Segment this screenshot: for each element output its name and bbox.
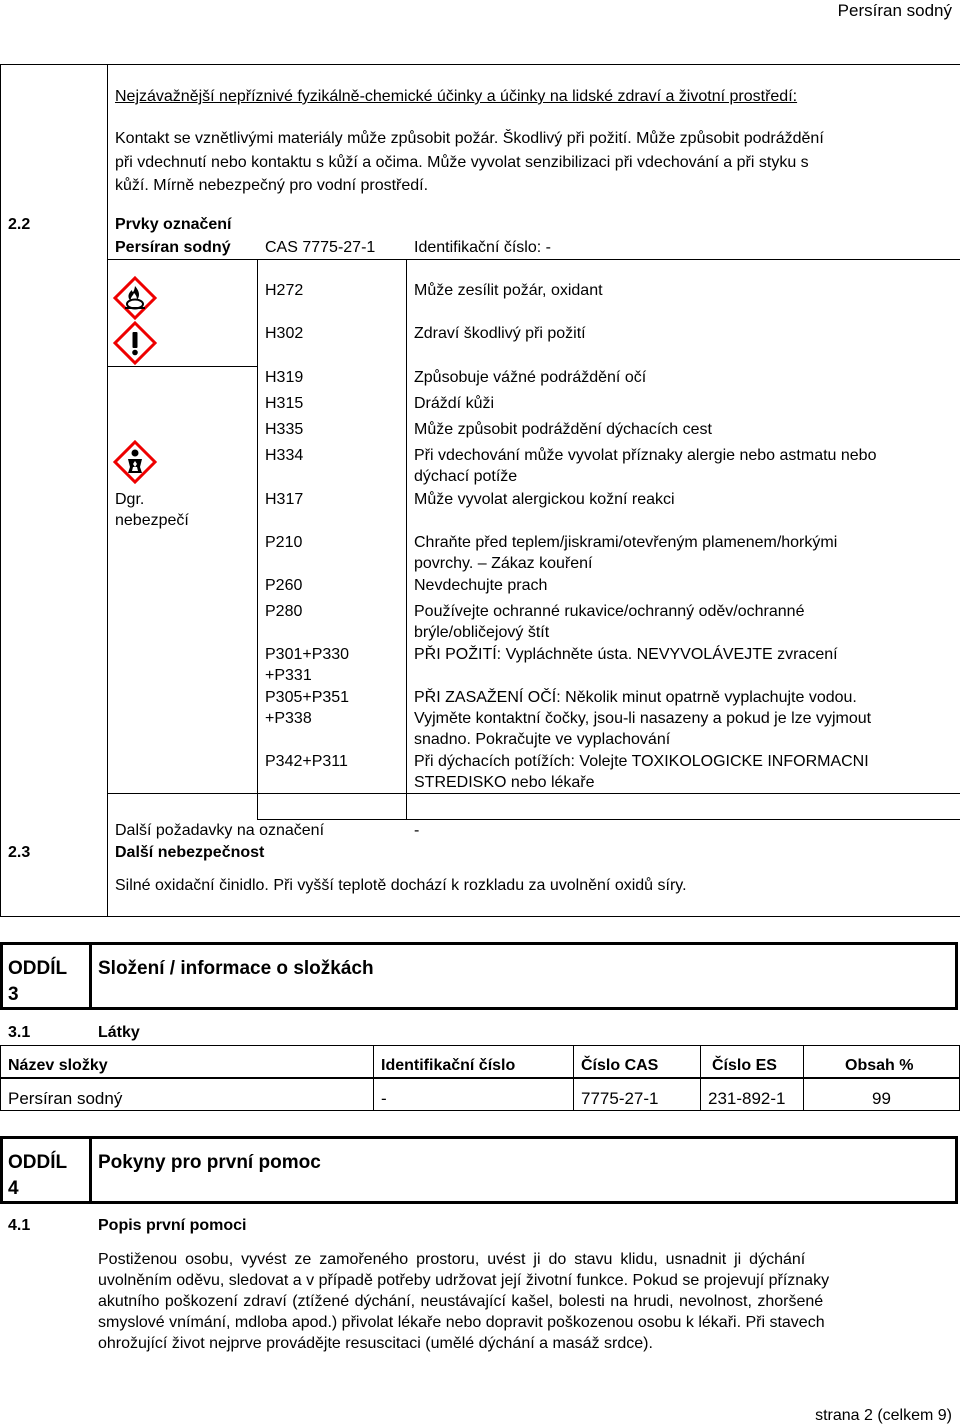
statement-text: PŘI ZASAŽENÍ OČÍ: Několik minut opatrně vyplachujte vodou.: [414, 689, 857, 706]
section3-box-top: [0, 942, 958, 945]
statement-text: povrchy. – Zákaz kouření: [414, 555, 593, 572]
section-2-3-text: Silné oxidační činidlo. Při vyšší teplotě dochází k rozkladu za uvolnění oxidů síry.: [115, 877, 687, 894]
section3-box-bottom: [0, 1007, 958, 1010]
label-grid-col-2: [406, 259, 407, 819]
statement-code: H335: [265, 421, 304, 438]
section-2-3-title: Další nebezpečnost: [115, 844, 265, 861]
table-cell-name: Persíran sodný: [8, 1089, 123, 1108]
effects-line-2: při vdechnutí nebo kontaktu s kůží a očima. Může vyvolat senzibilizaci při vdechování a při styku s: [115, 154, 809, 171]
exclamation-mark-icon: [113, 321, 157, 365]
statement-text: Způsobuje vážné podráždění očí: [414, 369, 647, 386]
statement-code: H317: [265, 491, 304, 508]
statement-text: STREDISKO nebo lékaře: [414, 774, 595, 791]
statement-text: Nevdechujte prach: [414, 577, 548, 594]
first-aid-line-4: smyslové vnímání, mdloba apod.) přivolat lékaře nebo dopravit poškozenou osobu k lékaři. Při stavech: [98, 1314, 825, 1331]
table-header-name: Název složky: [8, 1057, 108, 1074]
section-2-2-title: Prvky označení: [115, 216, 232, 233]
statement-text: Může zesílit požár, oxidant: [414, 282, 603, 299]
page-header-title: Persíran sodný: [837, 1, 952, 20]
label-grid-row-1: [107, 366, 257, 367]
signal-word-line-2: nebezpečí: [115, 512, 189, 529]
section3-box-divider: [89, 942, 92, 1010]
section-2-2-number: 2.2: [8, 216, 31, 233]
table-bottom-border: [0, 1110, 960, 1111]
table-header-content: Obsah %: [845, 1057, 914, 1074]
section3-box-right: [955, 942, 958, 1010]
statement-code: +P331: [265, 667, 312, 684]
section-2-3-number: 2.3: [8, 844, 31, 861]
section3-label-2: 3: [8, 984, 19, 1005]
health-hazard-icon: [113, 440, 157, 484]
section3-title: Složení / informace o složkách: [98, 958, 374, 979]
further-requirements-value: -: [414, 822, 420, 839]
table-col-border: [0, 1045, 1, 1111]
statement-text: brýle/obličejový štít: [414, 624, 550, 641]
statement-text: Může způsobit podráždění dýchacích cest: [414, 421, 712, 438]
section4-box-left: [0, 1136, 3, 1204]
statement-code: H334: [265, 447, 304, 464]
statement-code: +P338: [265, 710, 312, 727]
table-header-es: Číslo ES: [712, 1057, 777, 1074]
statement-text: Používejte ochranné rukavice/ochranný oděv/ochranné: [414, 603, 805, 620]
section3-box-left: [0, 942, 3, 1010]
section-4-1-title: Popis první pomoci: [98, 1217, 247, 1234]
label-grid-row-3: [257, 819, 960, 820]
statement-text: PŘI POŽITÍ: Vypláchněte ústa. NEVYVOLÁVEJTE zvracení: [414, 646, 838, 663]
statement-code: H315: [265, 395, 304, 412]
section-3-1-title: Látky: [98, 1024, 140, 1041]
first-aid-line-5: ohrožující život nejprve provádějte resuscitaci (umělé dýchání a masáž srdce).: [98, 1335, 653, 1352]
statement-text: Zdraví škodlivý při požití: [414, 325, 586, 342]
section4-box-bottom: [0, 1201, 958, 1204]
first-aid-line-1: Postiženou osobu, vyvést ze zamořeného prostoru, uvést ji do stavu klidu, usnadnit ji dýchání: [98, 1251, 806, 1268]
section-3-1-number: 3.1: [8, 1024, 31, 1041]
further-requirements-label: Další požadavky na označení: [115, 822, 325, 839]
table-header-border: [0, 1077, 960, 1079]
label-grid-row-2: [107, 793, 960, 794]
section3-label-1: ODDÍL: [8, 958, 68, 979]
first-aid-line-2: uvolněním oděvu, sledovat a v případě potřeby udržovat její životní funkce. Pokud se projevují příznaky: [98, 1272, 830, 1289]
table-cell-ident: -: [381, 1089, 387, 1108]
statement-code: P280: [265, 603, 303, 620]
table-col-border: [573, 1045, 574, 1111]
section4-title: Pokyny pro první pomoc: [98, 1152, 321, 1173]
section4-box-top: [0, 1136, 958, 1139]
product-ident: Identifikační číslo: -: [414, 239, 551, 256]
section2-bottom-border: [0, 916, 960, 917]
label-grid-top: [107, 259, 960, 260]
statement-text: snadno. Pokračujte ve vyplachování: [414, 731, 671, 748]
statement-code: P342+P311: [265, 753, 348, 770]
table-col-border: [373, 1045, 374, 1111]
table-header-ident: Identifikační číslo: [381, 1057, 516, 1074]
section4-box-right: [955, 1136, 958, 1204]
table-cell-es: 231-892-1: [708, 1089, 786, 1108]
section2-inner-border: [107, 64, 108, 917]
label-grid-col-1: [257, 259, 258, 819]
section4-box-divider: [89, 1136, 92, 1204]
flame-over-circle-icon: [113, 276, 157, 320]
table-header-cas: Číslo CAS: [581, 1057, 659, 1074]
statement-text: Může vyvolat alergickou kožní reakci: [414, 491, 675, 508]
statement-text: Dráždí kůži: [414, 395, 495, 412]
statement-text: Vyjměte kontaktní čočky, jsou-li nasazeny a pokud je lze vyjmout: [414, 710, 872, 727]
statement-code: P301+P330: [265, 646, 350, 663]
section2-top-border: [0, 64, 960, 65]
effects-heading: Nejzávažnější nepříznivé fyzikálně-chemické účinky a účinky na lidské zdraví a životní prostředí:: [115, 88, 798, 105]
effects-line-1: Kontakt se vznětlivými materiály může způsobit požár. Škodlivý při požití. Může způsobit podráždění: [115, 130, 824, 147]
statement-code: H319: [265, 369, 304, 386]
table-top-border: [0, 1045, 960, 1046]
statement-text: Chraňte před teplem/jiskrami/otevřeným plamenem/horkými: [414, 534, 838, 551]
table-col-border: [700, 1045, 701, 1111]
statement-code: H272: [265, 282, 304, 299]
product-cas: CAS 7775-27-1: [265, 239, 376, 256]
table-cell-cas: 7775-27-1: [581, 1089, 659, 1108]
statement-text: Při vdechování může vyvolat příznaky alergie nebo astmatu nebo: [414, 447, 877, 464]
section4-label-1: ODDÍL: [8, 1152, 68, 1173]
statement-code: P260: [265, 577, 303, 594]
table-col-border: [803, 1045, 804, 1111]
effects-line-3: kůží. Mírně nebezpečný pro vodní prostředí.: [115, 177, 429, 194]
table-cell-content: 99: [872, 1089, 891, 1108]
section-4-1-number: 4.1: [8, 1217, 31, 1234]
signal-word-line-1: Dgr.: [115, 491, 145, 508]
statement-text: Při dýchacích potížích: Volejte TOXIKOLOGICKE INFORMACNI: [414, 753, 869, 770]
statement-text: dýchací potíže: [414, 468, 518, 485]
statement-code: H302: [265, 325, 304, 342]
statement-code: P305+P351: [265, 689, 350, 706]
statement-code: P210: [265, 534, 303, 551]
section2-left-border: [0, 64, 1, 917]
product-name: Persíran sodný: [115, 239, 231, 256]
section4-label-2: 4: [8, 1178, 19, 1199]
page-number: strana 2 (celkem 9): [815, 1407, 952, 1424]
first-aid-line-3: akutního poškození zdraví (ztížené dýchání, neustávající kašel, bolesti na hrudi, nevolnost, zhoršené: [98, 1293, 824, 1310]
